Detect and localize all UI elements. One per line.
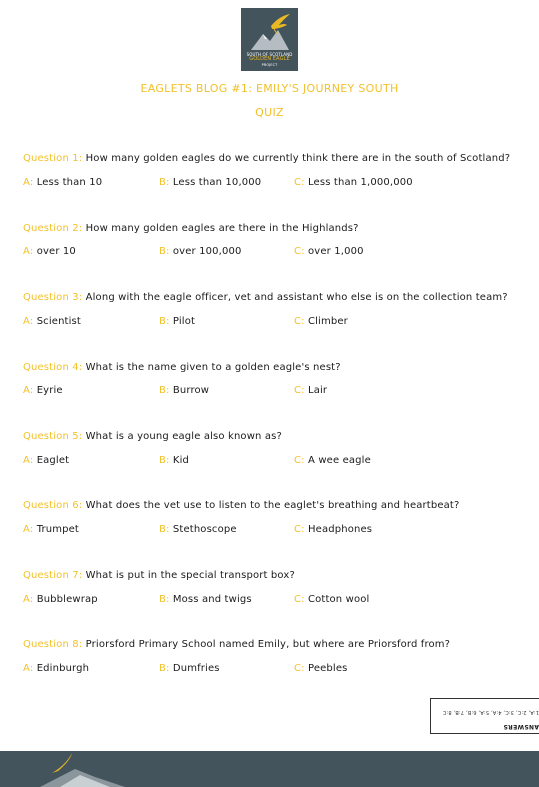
option-letter: A: — [23, 177, 34, 188]
option-c — [294, 594, 369, 605]
option-letter: B: — [159, 524, 170, 535]
logo-text-line-2: GOLDEN EAGLE — [249, 56, 290, 62]
question-label: Question 2: — [23, 223, 83, 234]
option-letter: C: — [294, 455, 305, 466]
question-text: What is the name given to a golden eagle's nest? — [85, 362, 341, 373]
answers-box-rotated — [431, 699, 539, 735]
page-subtitle: QUIZ — [255, 106, 284, 119]
question-1 — [23, 153, 523, 164]
option-text: Climber — [308, 316, 348, 327]
option-b — [159, 385, 209, 396]
option-letter: B: — [159, 594, 170, 605]
option-letter: A: — [23, 663, 34, 674]
answers-title: ANSWERS — [503, 723, 539, 730]
option-text: over 10 — [36, 246, 76, 257]
option-letter: C: — [294, 246, 305, 257]
option-a — [23, 316, 81, 327]
option-letter: A: — [23, 246, 34, 257]
option-letter: A: — [23, 385, 34, 396]
option-text: Kid — [172, 455, 190, 466]
option-letter: A: — [23, 455, 34, 466]
question-text: Along with the eagle officer, vet and assistant who else is on the collection team? — [85, 292, 508, 303]
question-7-options — [0, 594, 539, 608]
question-label: Question 5: — [23, 431, 83, 442]
question-5 — [23, 431, 523, 442]
option-letter: B: — [159, 663, 170, 674]
option-text: Burrow — [172, 385, 210, 396]
footer-mountain-eagle-icon — [0, 751, 539, 787]
option-c — [294, 246, 364, 257]
option-a — [23, 246, 76, 257]
option-text: over 1,000 — [308, 246, 364, 257]
option-text: Less than 10,000 — [172, 177, 262, 188]
option-a — [23, 594, 98, 605]
option-a — [23, 663, 89, 674]
option-text: Peebles — [308, 663, 348, 674]
option-text: A wee eagle — [308, 455, 371, 466]
question-8 — [23, 639, 523, 650]
option-text: Headphones — [308, 524, 373, 535]
option-b — [159, 524, 237, 535]
option-letter: B: — [159, 455, 170, 466]
option-c — [294, 177, 413, 188]
question-text: How many golden eagles do we currently think there are in the south of Scotland? — [85, 153, 511, 164]
option-text: over 100,000 — [172, 246, 242, 257]
question-label: Question 1: — [23, 153, 83, 164]
question-label: Question 6: — [23, 500, 83, 511]
option-text: Lair — [308, 385, 328, 396]
question-3 — [23, 292, 523, 303]
option-text: Less than 10 — [36, 177, 103, 188]
project-logo — [241, 8, 298, 71]
option-text: Dumfries — [172, 663, 220, 674]
option-letter: C: — [294, 524, 305, 535]
logo-text-line-1: SOUTH OF SCOTLAND — [246, 52, 293, 57]
option-letter: A: — [23, 594, 34, 605]
option-letter: C: — [294, 663, 305, 674]
question-label: Question 4: — [23, 362, 83, 373]
question-4-options — [0, 385, 539, 399]
answers-box — [430, 698, 539, 734]
option-a — [23, 177, 102, 188]
option-text: Moss and twigs — [172, 594, 252, 605]
question-7 — [23, 570, 523, 581]
option-letter: B: — [159, 246, 170, 257]
option-letter: A: — [23, 524, 34, 535]
option-b — [159, 663, 220, 674]
question-label: Question 7: — [23, 570, 83, 581]
option-text: Stethoscope — [172, 524, 237, 535]
question-text: What is put in the special transport box? — [85, 570, 295, 581]
question-6-options — [0, 524, 539, 538]
question-4 — [23, 362, 523, 373]
option-letter: C: — [294, 177, 305, 188]
option-letter: B: — [159, 316, 170, 327]
option-text: Pilot — [172, 316, 196, 327]
option-letter: A: — [23, 316, 34, 327]
question-8-options — [0, 663, 539, 677]
question-text: How many golden eagles are there in the Highlands? — [85, 223, 359, 234]
option-c — [294, 385, 327, 396]
option-text: Edinburgh — [36, 663, 90, 674]
option-c — [294, 316, 348, 327]
logo-text-line-3: PROJECT — [261, 63, 278, 67]
question-text: What does the vet use to listen to the eaglet's breathing and heartbeat? — [85, 500, 460, 511]
page-title: EAGLETS BLOG #1: EMILY'S JOURNEY SOUTH — [140, 82, 399, 95]
question-1-options — [0, 177, 539, 191]
option-letter: B: — [159, 177, 170, 188]
option-b — [159, 246, 242, 257]
option-c — [294, 455, 371, 466]
option-c — [294, 524, 372, 535]
option-letter: C: — [294, 385, 305, 396]
option-b — [159, 594, 252, 605]
option-text: Trumpet — [36, 524, 79, 535]
option-text: Eaglet — [36, 455, 70, 466]
answers-list: 1:A, 2:C, 3:C, 4:A, 5:A, 6:B, 7:B, 8:C — [442, 709, 539, 715]
option-text: Scientist — [36, 316, 81, 327]
footer-band — [0, 751, 539, 787]
question-6 — [23, 500, 523, 511]
option-text: Less than 1,000,000 — [308, 177, 413, 188]
option-c — [294, 663, 348, 674]
option-letter: B: — [159, 385, 170, 396]
option-letter: C: — [294, 594, 305, 605]
question-label: Question 8: — [23, 639, 83, 650]
option-text: Cotton wool — [308, 594, 370, 605]
question-3-options — [0, 316, 539, 330]
option-text: Bubblewrap — [36, 594, 98, 605]
option-a — [23, 524, 79, 535]
question-text: Priorsford Primary School named Emily, but where are Priorsford from? — [85, 639, 451, 650]
question-text: What is a young eagle also known as? — [85, 431, 282, 442]
option-a — [23, 455, 69, 466]
option-b — [159, 455, 189, 466]
option-text: Eyrie — [36, 385, 63, 396]
option-a — [23, 385, 63, 396]
option-b — [159, 316, 195, 327]
question-label: Question 3: — [23, 292, 83, 303]
question-5-options — [0, 455, 539, 469]
option-b — [159, 177, 261, 188]
option-letter: C: — [294, 316, 305, 327]
question-2 — [23, 223, 523, 234]
question-2-options — [0, 246, 539, 260]
